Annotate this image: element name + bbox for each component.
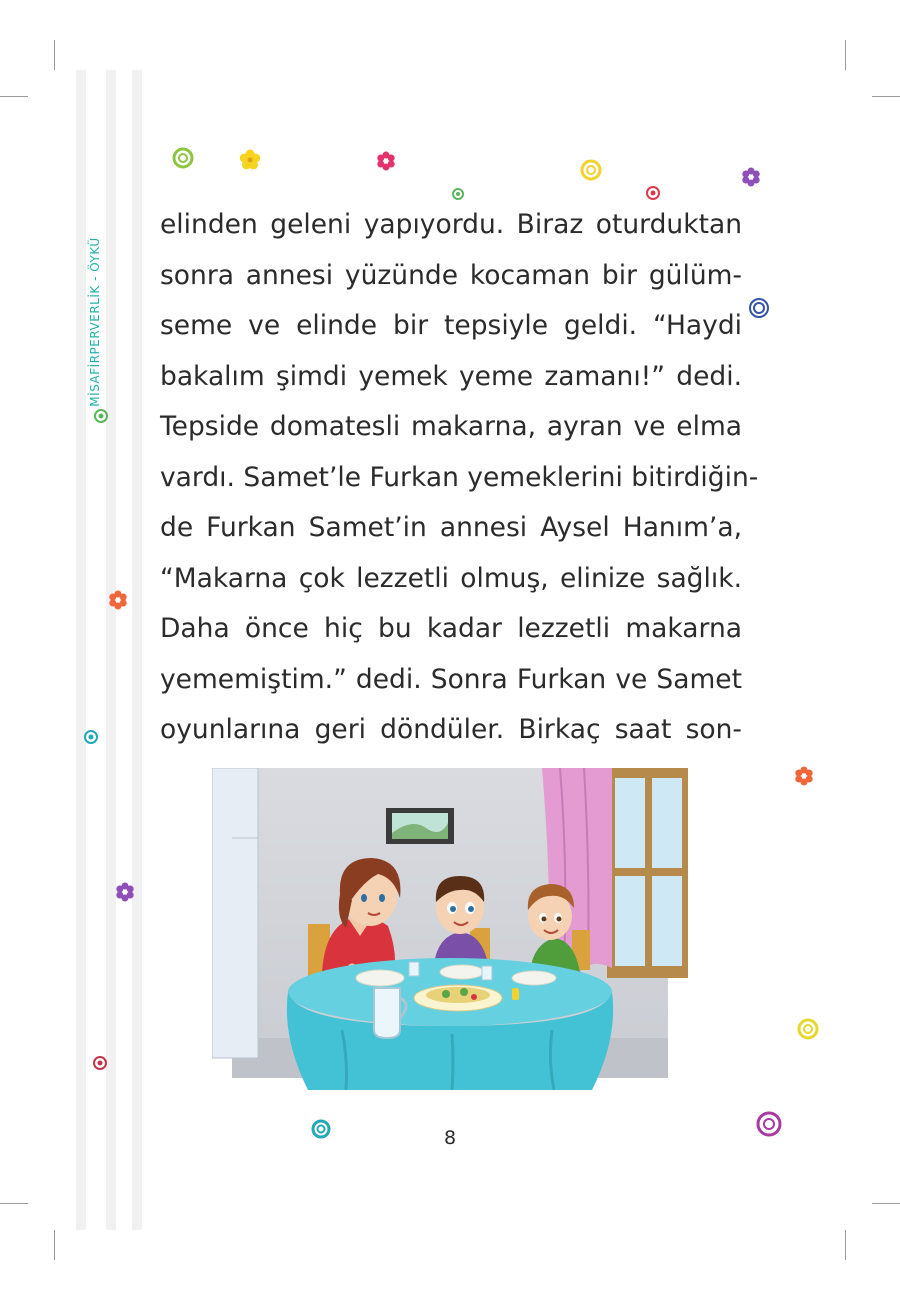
ring-icon [799,1020,817,1038]
glass [409,962,419,976]
text-line: elinden geleni yapıyordu. Biraz oturduktan [160,209,742,240]
ring-icon [758,1113,780,1135]
crop-mark [54,1230,55,1260]
plate [440,965,484,979]
ring-icon [313,1121,329,1137]
boy-figure [434,876,488,964]
text-line: oyunlarına geri döndüler. Birkaç saat son- [160,714,742,745]
story-illustration [212,768,688,1090]
crop-mark [872,1203,900,1204]
crop-mark [54,40,55,70]
glass [482,966,492,980]
crop-mark [0,1203,28,1204]
flower-icon [742,168,759,187]
ring-icon [647,187,659,199]
text-line: sonra annesi yüzünde kocaman bir gülüm- [160,259,742,291]
side-section-title: MİSAFİRPERVERLİK - ÖYKÜ [88,237,102,407]
ring-icon [582,161,600,179]
crop-mark [0,96,28,97]
margin-stripe [132,70,142,1230]
ring-icon [750,299,768,317]
crop-mark [845,40,846,70]
salt-shaker [512,988,519,1000]
crop-mark [872,96,900,97]
text-line: seme ve elinde bir tepsiyle geldi. “Haydi [160,310,742,341]
flower-icon [795,767,812,786]
ring-icon [453,189,463,199]
flower-icon [240,150,260,170]
crop-mark [845,1230,846,1260]
ring-icon [94,1057,106,1069]
story-text [160,200,759,756]
text-line: bakalım şimdi yemek yeme zamanı!” dedi. [160,360,742,392]
margin-stripe [76,70,86,1230]
plate [512,971,556,985]
text-line: “Makarna çok lezzetli olmuş, elinize sağlık. [160,562,742,594]
door [212,768,258,1058]
text-line: vardı. Samet’le Furkan yemeklerini bitirdiğin- [160,461,759,493]
ring-icon [174,149,192,167]
page-number: 8 [443,1127,457,1149]
text-line: Tepside domatesli makarna, ayran ve elma [160,411,742,442]
text-line: Daha önce hiç bu kadar lezzetli makarna [160,613,742,644]
text-line: yememiştim.” dedi. Sonra Furkan ve Samet [160,663,742,695]
ring-icon [85,731,97,743]
text-line: de Furkan Samet’in annesi Aysel Hanım’a, [160,512,742,543]
plate [356,970,404,986]
flower-icon [377,152,394,171]
